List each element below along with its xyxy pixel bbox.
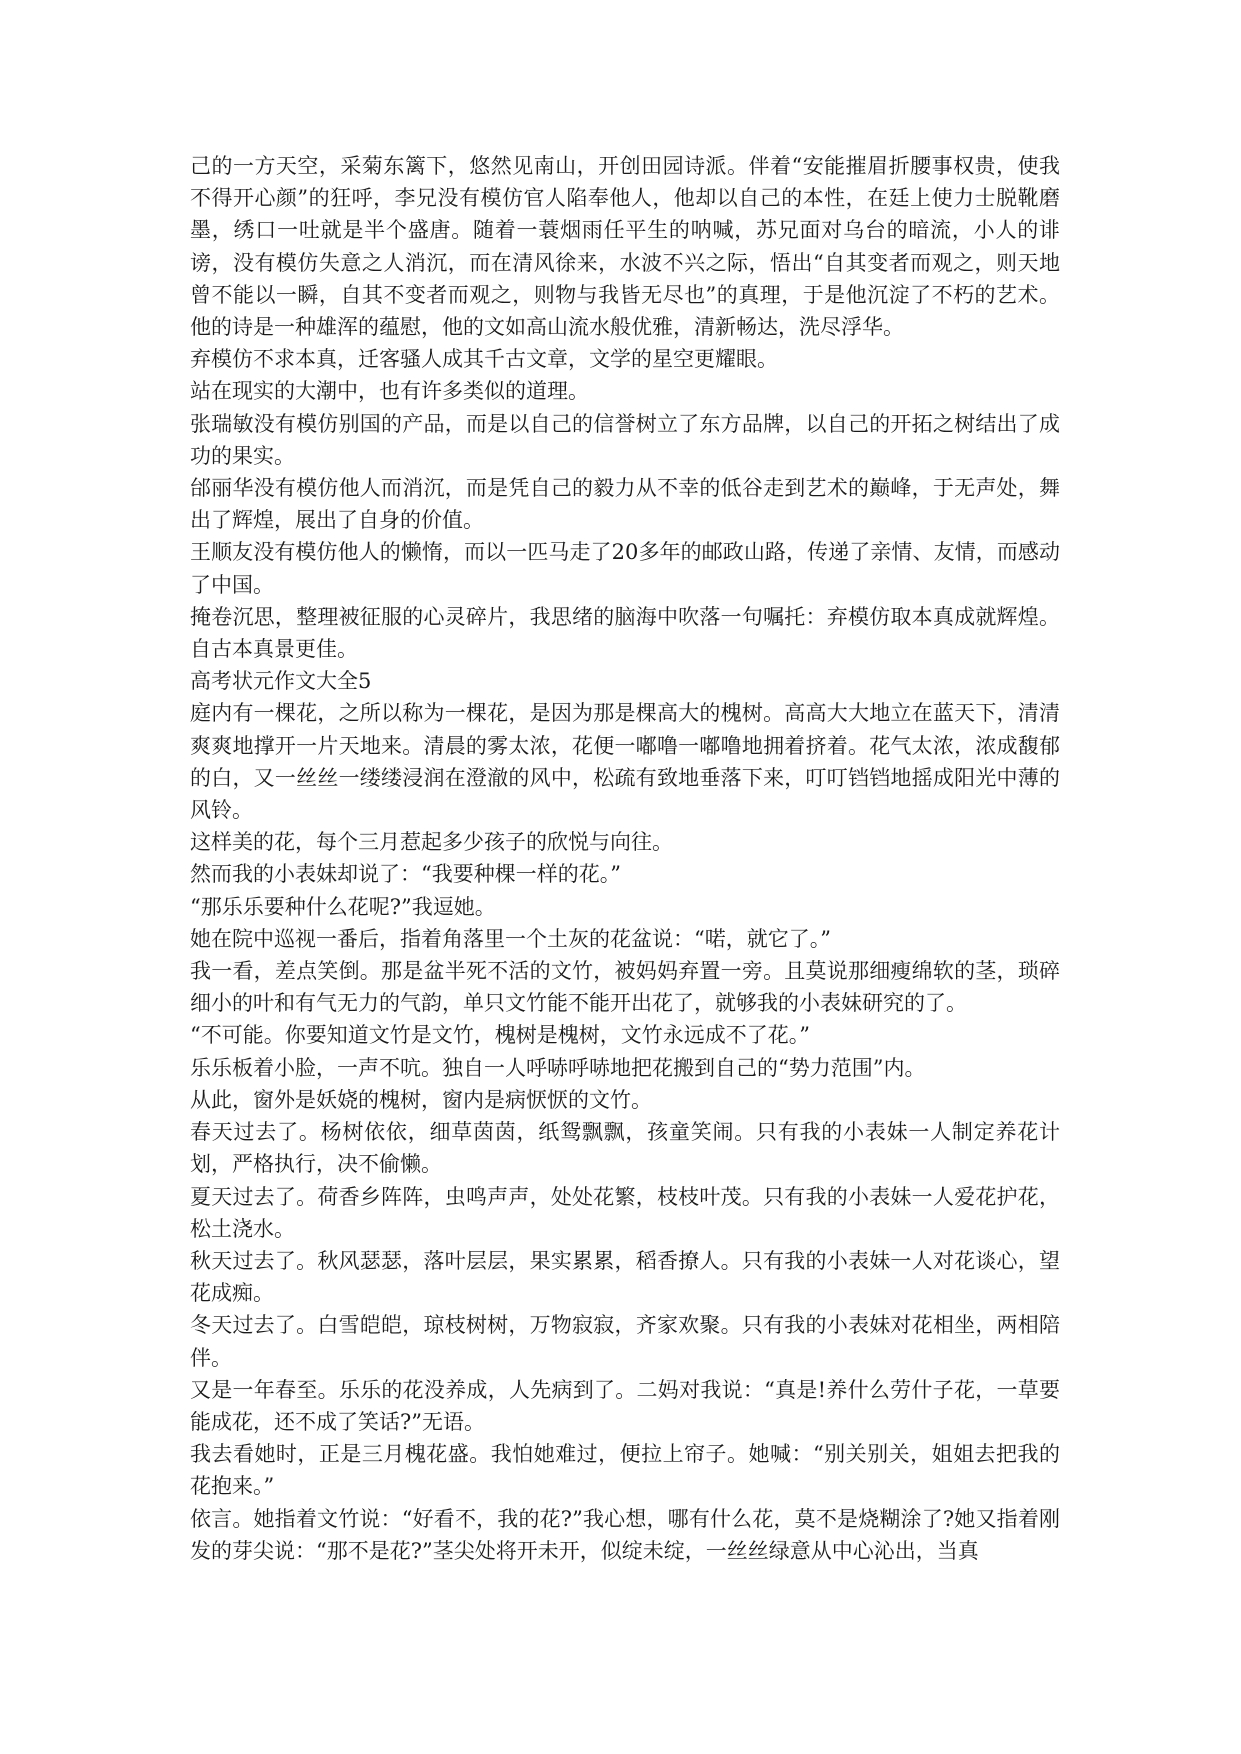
paragraph: 从此，窗外是妖娆的槐树，窗内是病恹恹的文竹。 bbox=[190, 1087, 652, 1112]
paragraph: 庭内有一棵花，之所以称为一棵花，是因为那是棵高大的槐树。高高大大地立在蓝天下，清清爽爽地撑开一片天地来。清晨的雾太浓，花便一嘟噜一嘟噜地拥着挤着。花气太浓，浓成馥郁的白，又一丝丝一缕缕浸润在澄澈的风中，松疏有致地垂落下来，叮叮铛铛地摇成阳光中薄的风铃。 bbox=[190, 701, 1060, 823]
paragraph: 邰丽华没有模仿他人而消沉，而是凭自己的毅力从不幸的低谷走到艺术的巅峰，于无声处，舞出了辉煌，展出了自身的价值。 bbox=[190, 476, 1060, 533]
paragraph: 夏天过去了。荷香乡阵阵，虫鸣声声，处处花繁，枝枝叶茂。只有我的小表妹一人爱花护花，松土浇水。 bbox=[190, 1184, 1060, 1241]
paragraph: 弃模仿不求本真，迁客骚人成其千古文章，文学的星空更耀眼。 bbox=[190, 347, 778, 372]
paragraph: 乐乐板着小脸，一声不吭。独自一人呼哧呼哧地把花搬到自己的“势力范围”内。 bbox=[190, 1055, 926, 1080]
paragraph: 己的一方天空，采菊东篱下，悠然见南山，开创田园诗派。伴着“安能摧眉折腰事权贵，使我不得开心颜”的狂呼，李兄没有模仿官人陷奉他人，他却以自己的本性，在廷上使力士脱靴磨墨，绣口一吐就是半个盛唐。随着一蓑烟雨任平生的呐喊，苏兄面对乌台的暗流，小人的诽谤，没有模仿失意之人消沉，而在清风徐来，水波不兴之际，悟出“自其变者而观之，则天地曾不能以一瞬，自其不变者而观之，则物与我皆无尽也”的真理，于是他沉淀了不朽的艺术。他的诗是一种雄浑的蕴慰，他的文如高山流水般优雅，清新畅达，洗尽浮华。 bbox=[190, 154, 1060, 340]
paragraph: 依言。她指着文竹说：“好看不，我的花?”我心想，哪有什么花，莫不是烧糊涂了?她又指着刚发的芽尖说：“那不是花?”茎尖处将开未开，似绽未绽，一丝丝绿意从中心沁出，当真 bbox=[190, 1506, 1060, 1563]
paragraph: 掩卷沉思，整理被征服的心灵碎片，我思绪的脑海中吹落一句嘱托：弃模仿取本真成就辉煌。自古本真景更佳。 bbox=[190, 604, 1060, 662]
paragraph: 王顺友没有模仿他人的懒惰，而以一匹马走了20多年的邮政山路，传递了亲情、友情，而感动了中国。 bbox=[190, 540, 1060, 597]
paragraph: 她在院中巡视一番后，指着角落里一个土灰的花盆说：“喏，就它了。” bbox=[190, 926, 831, 951]
essay-text bbox=[190, 150, 1060, 1567]
paragraph: 张瑞敏没有模仿别国的产品，而是以自己的信誉树立了东方品牌，以自己的开拓之树结出了成功的果实。 bbox=[190, 411, 1060, 468]
paragraph: 我一看，差点笑倒。那是盆半死不活的文竹，被妈妈弃置一旁。且莫说那细瘦绵软的茎，琐碎细小的叶和有气无力的气韵，单只文竹能不能开出花了，就够我的小表妹研究的了。 bbox=[190, 959, 1060, 1016]
paragraph: 春天过去了。杨树依依，细草茵茵，纸鸳飘飘，孩童笑闹。只有我的小表妹一人制定养花计划，严格执行，决不偷懒。 bbox=[190, 1120, 1060, 1177]
paragraph: 我去看她时，正是三月槐花盛。我怕她难过，便拉上帘子。她喊：“别关别关，姐姐去把我的花抱来。” bbox=[190, 1442, 1060, 1499]
section-heading: 高考状元作文大全5 bbox=[190, 669, 372, 694]
paragraph: “不可能。你要知道文竹是文竹，槐树是槐树，文竹永远成不了花。” bbox=[190, 1023, 810, 1048]
paragraph: 这样美的花，每个三月惹起多少孩子的欣悦与向往。 bbox=[190, 830, 673, 855]
paragraph: 站在现实的大潮中，也有许多类似的道理。 bbox=[190, 379, 589, 404]
paragraph: 冬天过去了。白雪皑皑，琼枝树树，万物寂寂，齐家欢聚。只有我的小表妹对花相坐，两相陪伴。 bbox=[190, 1313, 1060, 1370]
paragraph: “那乐乐要种什么花呢?”我逗她。 bbox=[190, 894, 496, 919]
paragraph: 又是一年春至。乐乐的花没养成，人先病到了。二妈对我说：“真是!养什么劳什子花，一草要能成花，还不成了笑话?”无语。 bbox=[190, 1377, 1060, 1434]
paragraph: 然而我的小表妹却说了：“我要种棵一样的花。” bbox=[190, 862, 621, 887]
paragraph: 秋天过去了。秋风瑟瑟，落叶层层，果实累累，稻香撩人。只有我的小表妹一人对花谈心，望花成痴。 bbox=[190, 1248, 1060, 1306]
